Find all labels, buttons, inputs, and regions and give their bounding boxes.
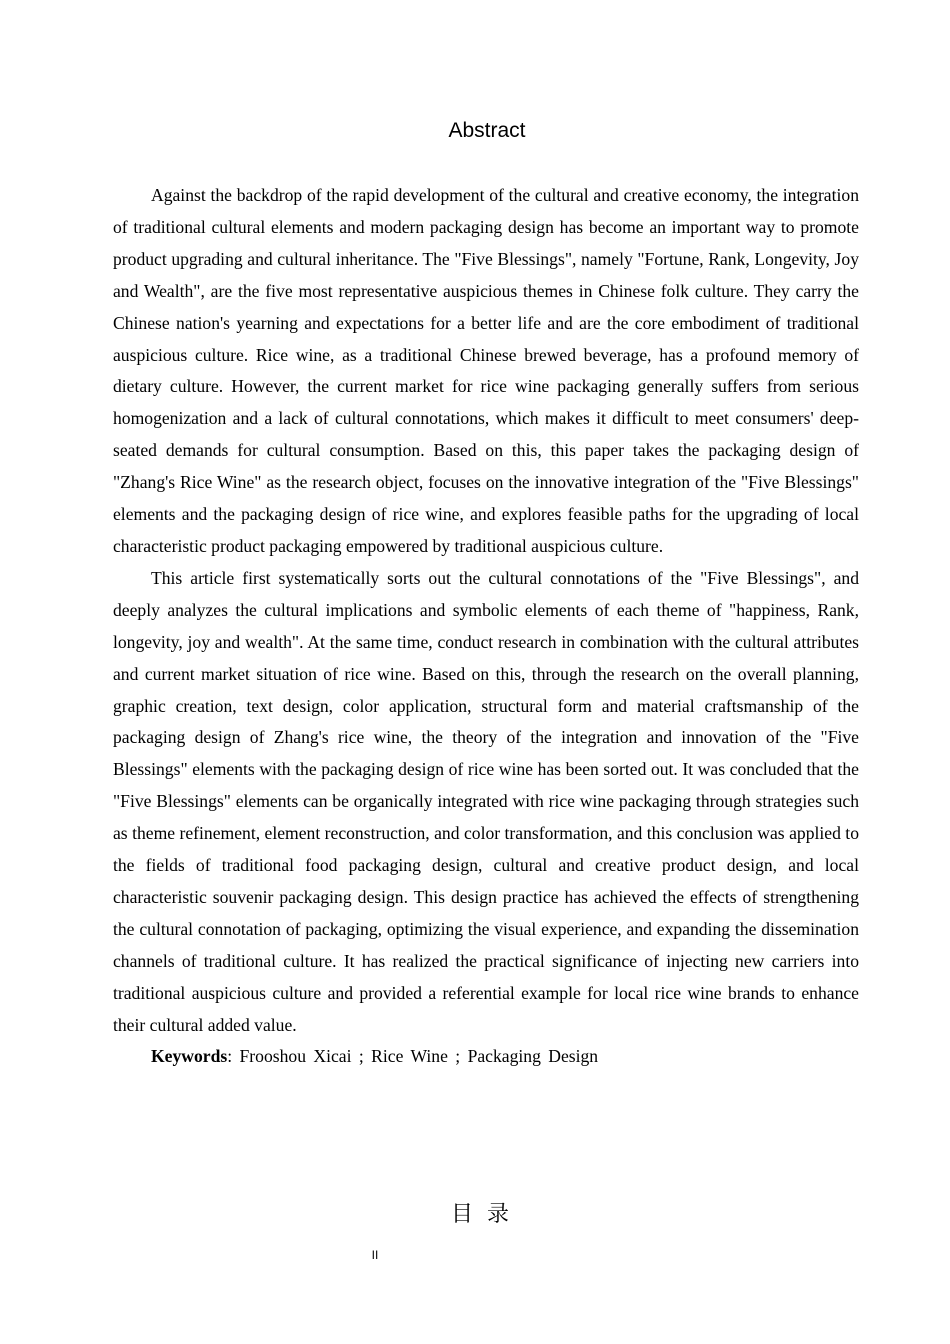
abstract-body bbox=[113, 180, 859, 1073]
table-of-contents-title: 目录 bbox=[450, 1202, 523, 1227]
page-number: II bbox=[371, 1248, 379, 1262]
keywords-line bbox=[113, 1041, 859, 1073]
keywords-label: Keywords bbox=[151, 1046, 228, 1067]
abstract-paragraph-2: This article first systematically sorts out the cultural connotations of the "Five Blessings", and deeply analyzes the cultural implications and symbolic elements of each theme of "happiness, Rank, longevity, joy and wealth". At the same time, conduct research in combination with the cultural attributes and current market situation of rice wine. Based on this, through the research on the overall planning, graphic creation, text design, color application, structural form and material craftsmanship of the packaging design of Zhang's rice wine, the theory of the integration and innovation of the "Five Blessings" elements with the packaging design of rice wine has been sorted out. It was concluded that the "Five Blessings" elements can be organically integrated with rice wine packaging through strategies such as theme refinement, element reconstruction, and color transformation, and this conclusion was applied to the fields of traditional food packaging design, cultural and creative product design, and local characteristic souvenir packaging design. This design practice has achieved the effects of strengthening the cultural connotation of packaging, optimizing the visual experience, and expanding the dissemination channels of traditional culture. It has realized the practical significance of injecting new carriers into traditional auspicious culture and provided a referential example for local rice wine brands to enhance their cultural added value. bbox=[113, 567, 859, 1035]
abstract-paragraph-1: Against the backdrop of the rapid development of the cultural and creative economy, the integration of traditional cultural elements and modern packaging design has become an important way to promote product upgrading and cultural inheritance. The "Five Blessings", namely "Fortune, Rank, Longevity, Joy and Wealth", are the five most representative auspicious themes in Chinese folk culture. They carry the Chinese nation's yearning and expectations for a better life and are the core embodiment of traditional auspicious culture. Rice wine, as a traditional Chinese brewed beverage, has a profound memory of dietary culture. However, the current market for rice wine packaging generally suffers from serious homogenization and a lack of cultural connotations, which makes it difficult to meet consumers' deep-seated demands for cultural consumption. Based on this, this paper takes the packaging design of "Zhang's Rice Wine" as the research object, focuses on the innovative integration of the "Five Blessings" elements and the packaging design of rice wine, and explores feasible paths for the upgrading of local characteristic product packaging empowered by traditional auspicious culture. bbox=[113, 185, 859, 556]
abstract-title: Abstract bbox=[448, 119, 526, 142]
keywords-list: : Frooshou Xicai ; Rice Wine ; Packaging Design bbox=[227, 1046, 599, 1067]
